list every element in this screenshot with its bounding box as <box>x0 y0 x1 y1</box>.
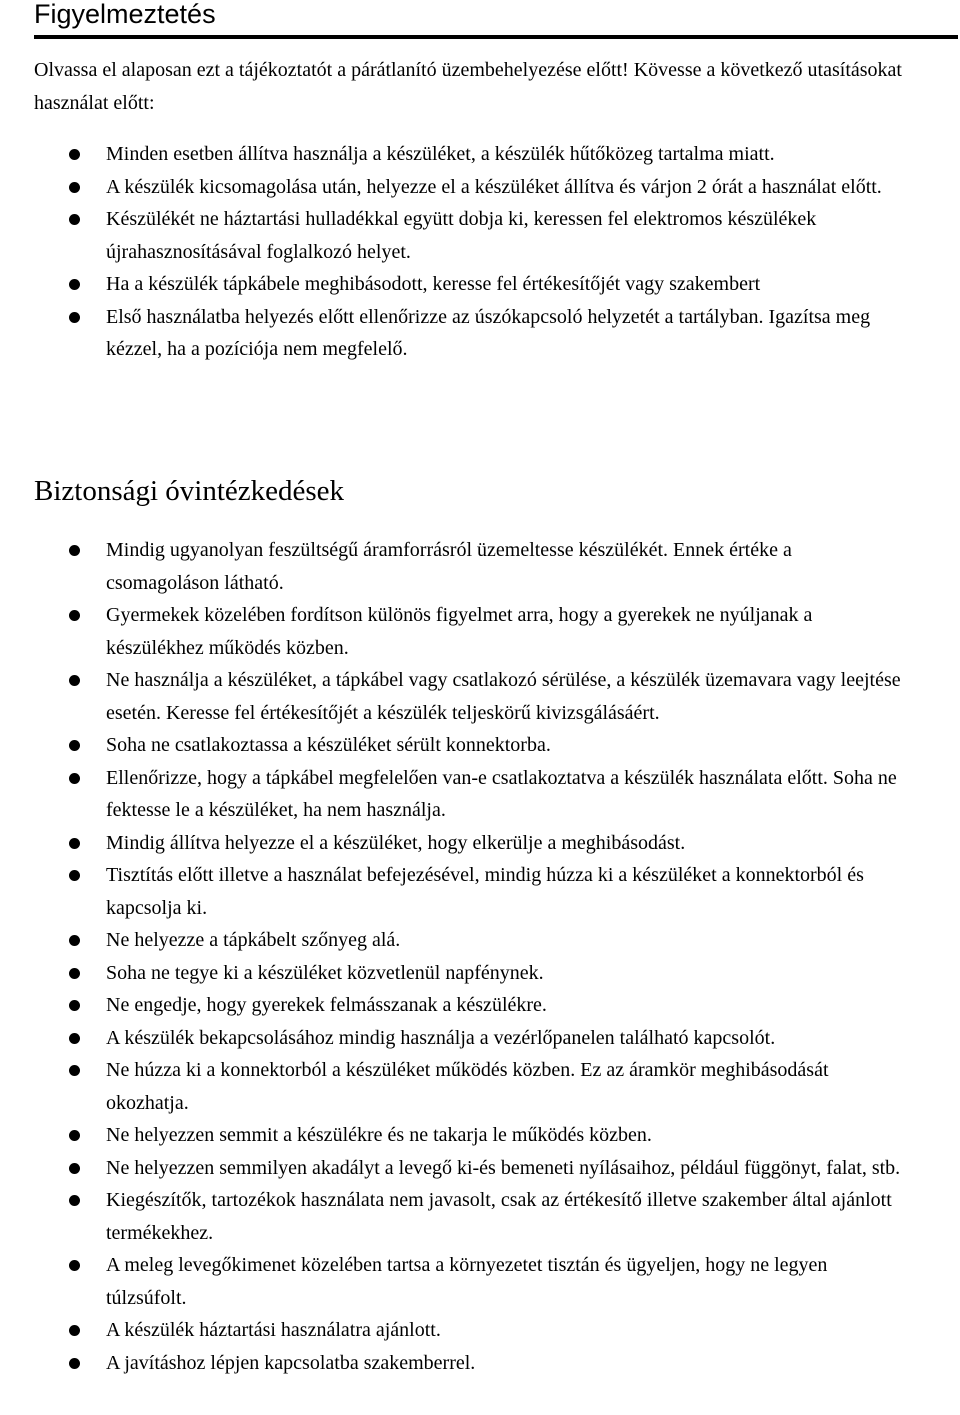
list-item <box>0 859 906 924</box>
list-item-text: Ne helyezzen semmit a készülékre és ne takarja le működés közben. <box>106 1124 652 1146</box>
bullet-icon <box>69 675 80 686</box>
list-item <box>0 1249 906 1314</box>
list-item <box>0 989 906 1022</box>
list-item <box>0 1314 906 1347</box>
list-item-text: Soha ne csatlakoztassa a készüléket sérült konnektorba. <box>106 734 551 756</box>
list-item <box>0 924 906 957</box>
list-item <box>0 268 906 301</box>
list-item <box>0 1022 906 1055</box>
list-item <box>0 138 906 171</box>
list-item <box>0 827 906 860</box>
bullet-icon <box>69 1358 80 1369</box>
list-item-text: Kiegészítők, tartozékok használata nem javasolt, csak az értékesítő illetve szakember által ajánlott termékekhez. <box>106 1189 892 1244</box>
bullet-icon <box>69 1130 80 1141</box>
list-item-text: Ne engedje, hogy gyerekek felmásszanak a készülékre. <box>106 994 547 1016</box>
bullet-icon <box>69 1260 80 1271</box>
bullet-icon <box>69 610 80 621</box>
list-item-text: Ne húzza ki a konnektorból a készüléket működés közben. Ez az áramkör meghibásodását okozhatja. <box>106 1059 829 1114</box>
list-item-text: Ha a készülék tápkábele meghibásodott, keresse fel értékesítőjét vagy szakembert <box>106 273 761 295</box>
list-item <box>0 1152 906 1185</box>
bullet-icon <box>69 1000 80 1011</box>
list-item <box>0 957 906 990</box>
list-item-text: Tisztítás előtt illetve a használat befejezésével, mindig húzza ki a készüléket a konnektorból és kapcsolja ki. <box>106 864 864 919</box>
list-item-text: Első használatba helyezés előtt ellenőrizze az úszókapcsoló helyzetét a tartályban. Igazítsa meg kézzel, ha a pozíciója nem megfelelő. <box>106 305 871 360</box>
list-item-text: A készülék bekapcsolásához mindig használja a vezérlőpanelen található kapcsolót. <box>106 1026 776 1049</box>
bullet-icon <box>69 1195 80 1206</box>
warning-list <box>0 138 960 366</box>
list-item <box>0 203 906 268</box>
list-item-text: A készülék kicsomagolása után, helyezze el a készüléket állítva és várjon 2 órát a használat előtt. <box>106 175 882 198</box>
heading-rule <box>34 35 958 39</box>
list-item-text: Ne helyezzen semmilyen akadályt a levegő ki-és bemeneti nyílásaihoz, például függönyt, falat, stb. <box>106 1156 901 1179</box>
bullet-icon <box>69 312 80 323</box>
list-item-text: Minden esetben állítva használja a készüléket, a készülék hűtőközeg tartalma miatt. <box>106 143 775 165</box>
bullet-icon <box>69 1065 80 1076</box>
safety-heading: Biztonsági óvintézkedések <box>34 475 345 507</box>
bullet-icon <box>69 740 80 751</box>
bullet-icon <box>69 773 80 784</box>
list-item <box>0 171 906 204</box>
list-item-text: A meleg levegőkimenet közelében tartsa a környezetet tisztán és ügyeljen, hogy ne legyen túlzsúfolt. <box>106 1254 828 1309</box>
list-item-text: Készülékét ne háztartási hulladékkal együtt dobja ki, keressen fel elektromos készülékek újrahasznosításával foglalkozó helyet. <box>106 208 817 263</box>
list-item-text: A készülék háztartási használatra ajánlott. <box>106 1319 441 1341</box>
bullet-icon <box>69 1033 80 1044</box>
bullet-icon <box>69 935 80 946</box>
bullet-icon <box>69 149 80 160</box>
bullet-icon <box>69 279 80 290</box>
bullet-icon <box>69 214 80 225</box>
list-item <box>0 534 906 599</box>
bullet-icon <box>69 1163 80 1174</box>
bullet-icon <box>69 545 80 556</box>
list-item-text: Ne használja a készüléket, a tápkábel vagy csatlakozó sérülése, a készülék üzemavara vagy leejtése esetén. Keresse fel értékesítőjét a készülék teljeskörű kivizsgálásáért. <box>106 669 901 724</box>
list-item-text: Ellenőrizze, hogy a tápkábel megfelelően van-e csatlakoztatva a készülék használata előtt. Soha ne fektesse le a készüléket, ha nem használja. <box>106 766 897 821</box>
list-item <box>0 1054 906 1119</box>
bullet-icon <box>69 838 80 849</box>
list-item <box>0 599 906 664</box>
bullet-icon <box>69 968 80 979</box>
list-item <box>0 762 906 827</box>
warning-intro: Olvassa el alaposan ezt a tájékoztatót a párátlanító üzembehelyezése előtt! Kövesse a következő utasításokat használat előtt: <box>34 59 902 114</box>
list-item-text: A javításhoz lépjen kapcsolatba szakemberrel. <box>106 1351 476 1374</box>
list-item-text: Soha ne tegye ki a készüléket közvetlenül napfénynek. <box>106 961 544 984</box>
safety-list <box>0 534 960 1379</box>
list-item <box>0 729 906 762</box>
list-item <box>0 1347 906 1380</box>
bullet-icon <box>69 182 80 193</box>
bullet-icon <box>69 870 80 881</box>
list-item-text: Mindig ugyanolyan feszültségű áramforrásról üzemeltesse készülékét. Ennek értéke a csomagoláson látható. <box>106 539 792 594</box>
bullet-icon <box>69 1325 80 1336</box>
warning-heading: Figyelmeztetés <box>34 0 216 29</box>
list-item <box>0 1119 906 1152</box>
list-item <box>0 664 906 729</box>
list-item-text: Gyermekek közelében fordítson különös figyelmet arra, hogy a gyerekek ne nyúljanak a készülékhez működés közben. <box>106 604 813 659</box>
list-item <box>0 1184 906 1249</box>
list-item-text: Ne helyezze a tápkábelt szőnyeg alá. <box>106 929 401 951</box>
list-item-text: Mindig állítva helyezze el a készüléket, hogy elkerülje a meghibásodást. <box>106 831 686 854</box>
list-item <box>0 301 906 366</box>
